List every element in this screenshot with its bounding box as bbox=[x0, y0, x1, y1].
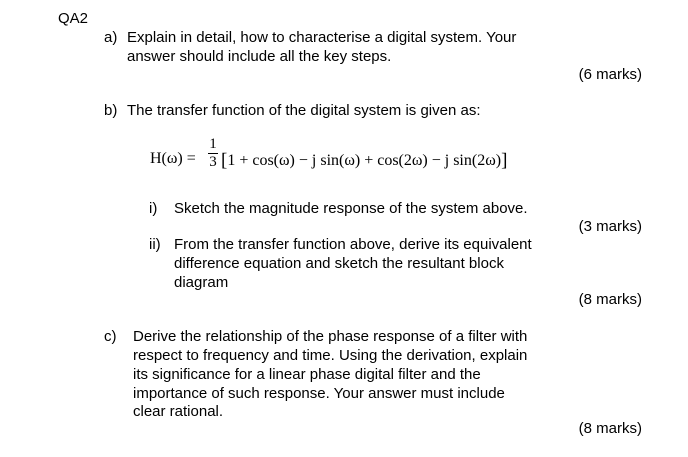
equation-body: 1 + cos(ω) − j sin(ω) + cos(2ω) − j sin(2ω) bbox=[227, 152, 502, 169]
fraction-numerator: 1 bbox=[209, 136, 217, 152]
part-b-label: b) bbox=[104, 102, 118, 119]
part-a-label: a) bbox=[104, 29, 118, 46]
part-b-i-label: i) bbox=[149, 200, 158, 217]
part-b-ii-label: ii) bbox=[149, 236, 161, 253]
part-b-intro: The transfer function of the digital system is given as: bbox=[127, 102, 481, 119]
part-b-ii-line-1: From the transfer function above, derive its equivalent bbox=[174, 236, 532, 253]
open-bracket: [ bbox=[221, 150, 228, 171]
part-c-line-5: clear rational. bbox=[133, 403, 224, 420]
part-b-ii-line-2: difference equation and sketch the resultant block bbox=[174, 255, 504, 272]
equation-rhs bbox=[221, 150, 507, 172]
close-bracket: ] bbox=[501, 150, 508, 171]
part-b-i-marks: (3 marks) bbox=[578, 218, 642, 235]
part-c-label: c) bbox=[104, 328, 117, 345]
part-c-marks: (8 marks) bbox=[578, 420, 642, 437]
part-b-ii-marks: (8 marks) bbox=[578, 291, 642, 308]
equation-fraction bbox=[207, 136, 219, 171]
part-c-line-1: Derive the relationship of the phase response of a filter with bbox=[133, 328, 528, 345]
part-a-line-2: answer should include all the key steps. bbox=[127, 48, 392, 65]
part-a-marks: (6 marks) bbox=[578, 66, 642, 83]
part-a-line-1: Explain in detail, how to characterise a digital system. Your bbox=[127, 29, 517, 46]
equation-lhs: H(ω) = bbox=[150, 150, 196, 167]
part-c-line-3: its significance for a linear phase digital filter and the bbox=[133, 366, 481, 383]
part-c-line-4: importance of such response. Your answer must include bbox=[133, 385, 505, 402]
part-c-line-2: respect to frequency and time. Using the derivation, explain bbox=[133, 347, 528, 364]
part-b-ii-line-3: diagram bbox=[174, 274, 229, 291]
question-id: QA2 bbox=[58, 10, 89, 27]
part-b-i-text: Sketch the magnitude response of the system above. bbox=[174, 200, 528, 217]
fraction-denominator: 3 bbox=[209, 154, 217, 170]
